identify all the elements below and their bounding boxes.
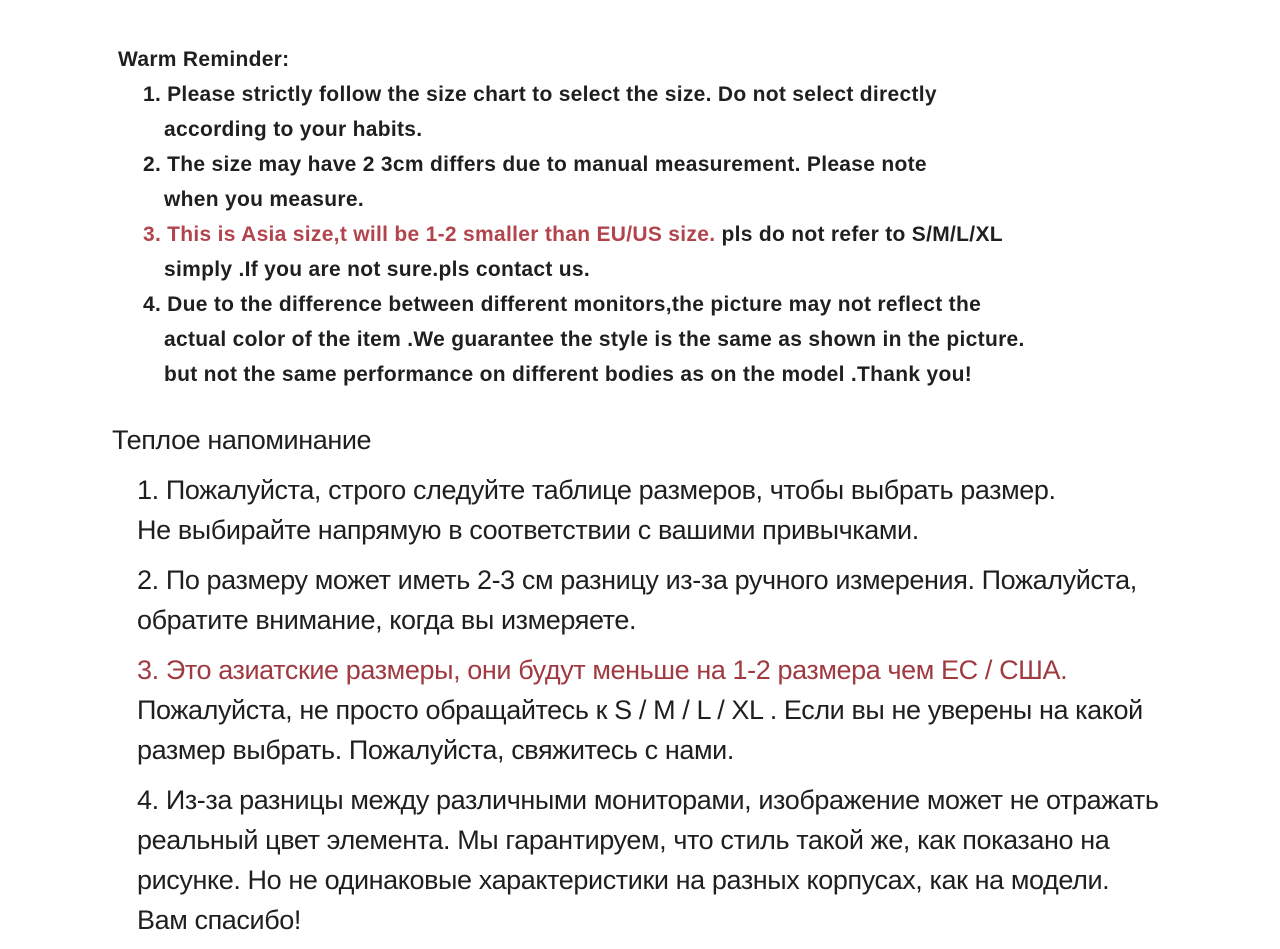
russian-item-3-line-3: размер выбрать. Пожалуйста, свяжитесь с нами. xyxy=(137,735,734,765)
english-item-1 xyxy=(143,77,1280,147)
russian-item-3-line-2: Пожалуйста, не просто обращайтесь к S / M / L / XL . Если вы не уверены на какой xyxy=(137,695,1143,725)
russian-item-4-line-1: 4. Из-за разницы между различными мониторами, изображение может не отражать xyxy=(137,785,1159,815)
english-item-4-line-1 xyxy=(143,287,1280,322)
english-item-4-line-3: but not the same performance on different bodies as on the model .Thank you! xyxy=(164,363,973,386)
russian-item-1-line-1: 1. Пожалуйста, строго следуйте таблице размеров, чтобы выбрать размер. xyxy=(137,475,1056,505)
english-item-2-line-1 xyxy=(143,147,1280,182)
english-item-3-number: 3. xyxy=(143,223,162,246)
warm-reminder-english-section xyxy=(0,42,1280,392)
english-item-3-line-2: simply .If you are not sure.pls contact us. xyxy=(164,258,590,281)
english-item-3-line-1 xyxy=(143,217,1280,252)
english-section-title: Warm Reminder: xyxy=(118,48,290,71)
english-item-2-line-2: when you measure. xyxy=(164,188,364,211)
english-item-2-number: 2. xyxy=(143,153,162,176)
russian-item-4-line-4: Вам спасибо! xyxy=(137,905,301,935)
russian-item-2 xyxy=(137,560,1280,640)
english-item-3-black-text: pls do not refer to S/M/L/XL xyxy=(715,223,1003,246)
english-item-1-number: 1. xyxy=(143,83,162,106)
warm-reminder-russian-section xyxy=(0,420,1280,940)
english-item-4-text: Due to the difference between different monitors,the picture may not reflect the xyxy=(167,293,982,316)
english-item-2-text: The size may have 2 3cm differs due to manual measurement. Please note xyxy=(167,153,927,176)
english-item-4-number: 4. xyxy=(143,293,162,316)
english-item-4-line-2: actual color of the item .We guarantee the style is the same as shown in the picture. xyxy=(164,328,1025,351)
russian-item-2-line-1: 2. По размеру может иметь 2-3 см разницу из-за ручного измерения. Пожалуйста, xyxy=(137,565,1137,595)
russian-item-4-line-2: реальный цвет элемента. Мы гарантируем, что стиль такой же, как показано на xyxy=(137,825,1110,855)
english-item-1-line-1 xyxy=(143,77,1280,112)
english-item-2 xyxy=(143,147,1280,217)
russian-item-1 xyxy=(137,470,1280,550)
russian-item-4 xyxy=(137,780,1280,940)
russian-item-2-line-2: обратите внимание, когда вы измеряете. xyxy=(137,605,637,635)
russian-section-title: Теплое напоминание xyxy=(112,425,372,455)
russian-item-3 xyxy=(137,650,1280,770)
russian-item-1-line-2: Не выбирайте напрямую в соответствии с вашими привычками. xyxy=(137,515,919,545)
english-item-4 xyxy=(143,287,1280,392)
english-item-3-red-text: This is Asia size,t will be 1-2 smaller than EU/US size. xyxy=(167,223,716,246)
english-item-1-text: Please strictly follow the size chart to select the size. Do not select directly xyxy=(167,83,937,106)
english-item-1-line-2: according to your habits. xyxy=(164,118,423,141)
english-item-3 xyxy=(143,217,1280,287)
russian-item-3-red-line: 3. Это азиатские размеры, они будут меньше на 1-2 размера чем ЕС / США. xyxy=(137,655,1068,685)
russian-item-4-line-3: рисунке. Но не одинаковые характеристики на разных корпусах, как на модели. xyxy=(137,865,1110,895)
